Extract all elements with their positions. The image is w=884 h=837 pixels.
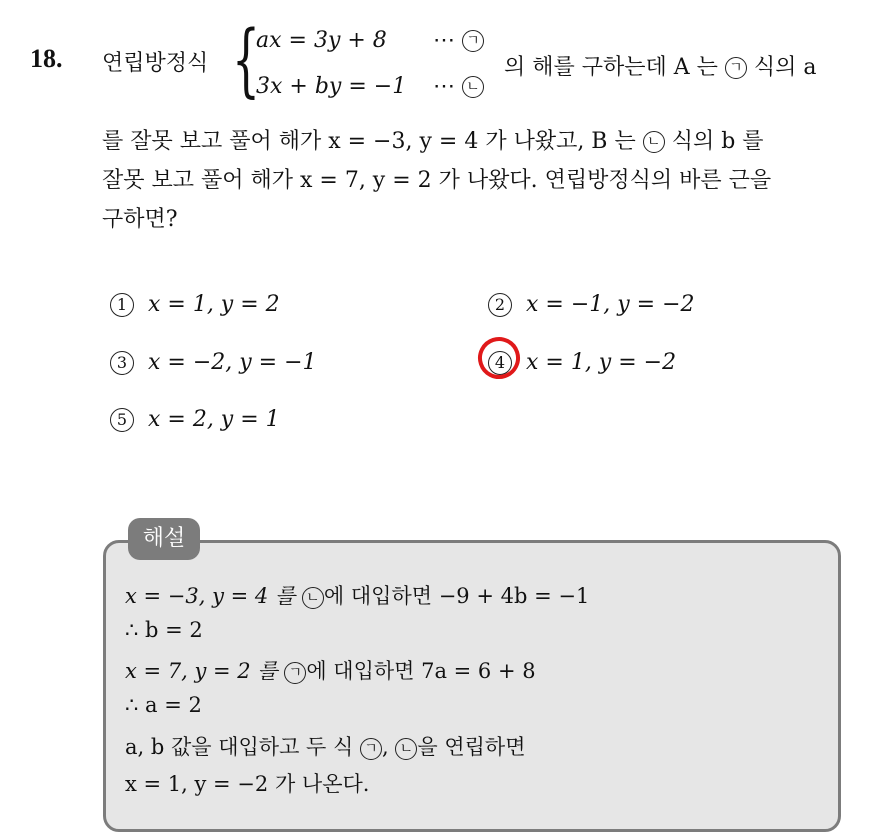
option-number: 3 xyxy=(110,351,134,375)
solution-line-2: ∴ b = 2 xyxy=(125,618,203,642)
solution-line-4: ∴ a = 2 xyxy=(125,693,202,717)
circled-label-g: ㄱ xyxy=(360,738,382,760)
answer-circle-mark xyxy=(473,332,526,385)
circled-label-g-inline: ㄱ xyxy=(725,57,747,79)
circled-label-n: ㄴ xyxy=(462,76,484,98)
solution-line-6: x = 1, y = −2 가 나온다. xyxy=(125,772,370,796)
question-line-3: 잘못 보고 풀어 해가 x = 7, y = 2 가 나왔다. 연립방정식의 바른 근을 xyxy=(102,168,772,193)
question-intro: 연립방정식 xyxy=(102,51,209,76)
question-line-1-tail: 의 해를 구하는데 A 는 ㄱ 식의 a xyxy=(504,55,817,80)
circled-label-n: ㄴ xyxy=(302,587,324,609)
circled-label-g: ㄱ xyxy=(462,30,484,52)
option-number: 1 xyxy=(110,293,134,317)
equation-1-marker: ⋯ ㄱ xyxy=(433,28,484,53)
solution-line-3: x = 7, y = 2 를 ㄱ 에 대입하면 7a = 6 + 8 xyxy=(125,659,536,683)
option-number: 4 xyxy=(488,351,512,375)
option-3[interactable]: 3 x = −2, y = −1 xyxy=(110,350,317,375)
circled-label-n-inline: ㄴ xyxy=(643,131,665,153)
solution-line-5: a, b 값을 대입하고 두 식 ㄱ , ㄴ 을 연립하면 xyxy=(125,735,526,759)
circled-label-g: ㄱ xyxy=(284,662,306,684)
option-number: 2 xyxy=(488,293,512,317)
option-number: 5 xyxy=(110,408,134,432)
question-line-2: 를 잘못 보고 풀어 해가 x = −3, y = 4 가 나왔고, B 는 ㄴ 식의 b 를 xyxy=(102,129,764,154)
option-1[interactable]: 1 x = 1, y = 2 xyxy=(110,292,280,317)
equation-2-marker: ⋯ ㄴ xyxy=(433,74,484,99)
equation-2: 3x + by = −1 xyxy=(256,74,407,99)
question-number: 18. xyxy=(30,44,63,73)
option-4[interactable]: 4 x = 1, y = −2 xyxy=(488,350,676,375)
solution-tag: 해설 xyxy=(128,518,200,560)
question-line-4: 구하면? xyxy=(102,207,178,232)
option-5[interactable]: 5 x = 2, y = 1 xyxy=(110,407,280,432)
equation-1: ax = 3y + 8 xyxy=(256,28,387,53)
system-brace: { xyxy=(232,13,260,106)
option-2[interactable]: 2 x = −1, y = −2 xyxy=(488,292,695,317)
circled-label-n: ㄴ xyxy=(395,738,417,760)
solution-line-1: x = −3, y = 4 를 ㄴ 에 대입하면 −9 + 4b = −1 xyxy=(125,584,590,608)
